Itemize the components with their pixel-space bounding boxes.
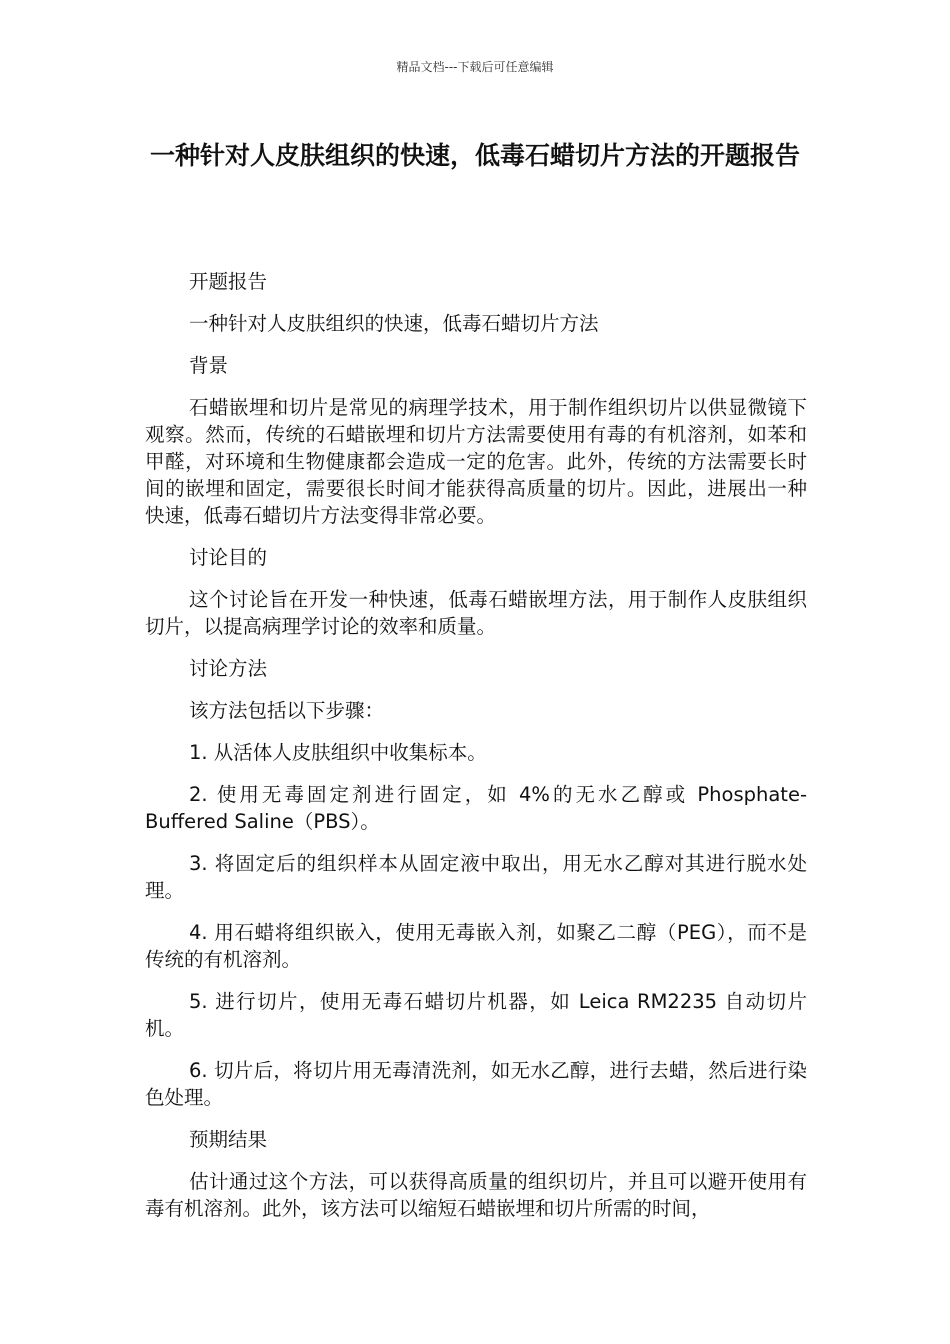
paragraph-purpose: 这个讨论旨在开发一种快速，低毒石蜡嵌埋方法，用于制作人皮肤组织切片，以提高病理学讨论的效率和质量。 — [145, 588, 807, 638]
method-step-4: 4. 用石蜡将组织嵌入，使用无毒嵌入剂，如聚乙二醇（PEG），而不是传统的有机溶剂。 — [145, 921, 807, 971]
paragraph-background: 石蜡嵌埋和切片是常见的病理学技术，用于制作组织切片以供显微镜下观察。然而，传统的石蜡嵌埋和切片方法需要使用有毒的有机溶剂，如苯和甲醛，对环境和生物健康都会造成一定的危害。此外，传统的方法需要长时间的嵌埋和固定，需要很长时间才能获得高质量的切片。因此，进展出一种快速，低毒石蜡切片方法变得非常必要。 — [145, 396, 807, 527]
section-heading-method: 讨论方法 — [189, 657, 268, 680]
section-heading-expected-results: 预期结果 — [189, 1128, 268, 1151]
paragraph-heading-report: 开题报告 — [189, 270, 268, 293]
method-step-6: 6. 切片后，将切片用无毒清洗剂，如无水乙醇，进行去蜡，然后进行染色处理。 — [145, 1059, 807, 1109]
method-step-3: 3. 将固定后的组织样本从固定液中取出，用无水乙醇对其进行脱水处理。 — [145, 852, 807, 902]
method-step-1: 1. 从活体人皮肤组织中收集标本。 — [189, 741, 487, 764]
page-header-note: 精品文档---下载后可任意编辑 — [396, 60, 554, 74]
paragraph-expected-results: 估计通过这个方法，可以获得高质量的组织切片，并且可以避开使用有毒有机溶剂。此外，该方法可以缩短石蜡嵌埋和切片所需的时间， — [145, 1170, 807, 1220]
paragraph-method-intro: 该方法包括以下步骤： — [189, 699, 385, 722]
section-heading-purpose: 讨论目的 — [189, 546, 268, 569]
document-body — [145, 268, 807, 1237]
method-step-5: 5. 进行切片，使用无毒石蜡切片机器，如 Leica RM2235 自动切片机。 — [145, 990, 807, 1040]
method-step-2: 2. 使用无毒固定剂进行固定，如 4%的无水乙醇或 Phosphate-Buffered Saline（PBS）。 — [145, 783, 807, 833]
paragraph-subtitle: 一种针对人皮肤组织的快速，低毒石蜡切片方法 — [189, 312, 599, 335]
section-heading-background: 背景 — [189, 354, 229, 377]
document-title: 一种针对人皮肤组织的快速，低毒石蜡切片方法的开题报告 — [149, 141, 800, 170]
